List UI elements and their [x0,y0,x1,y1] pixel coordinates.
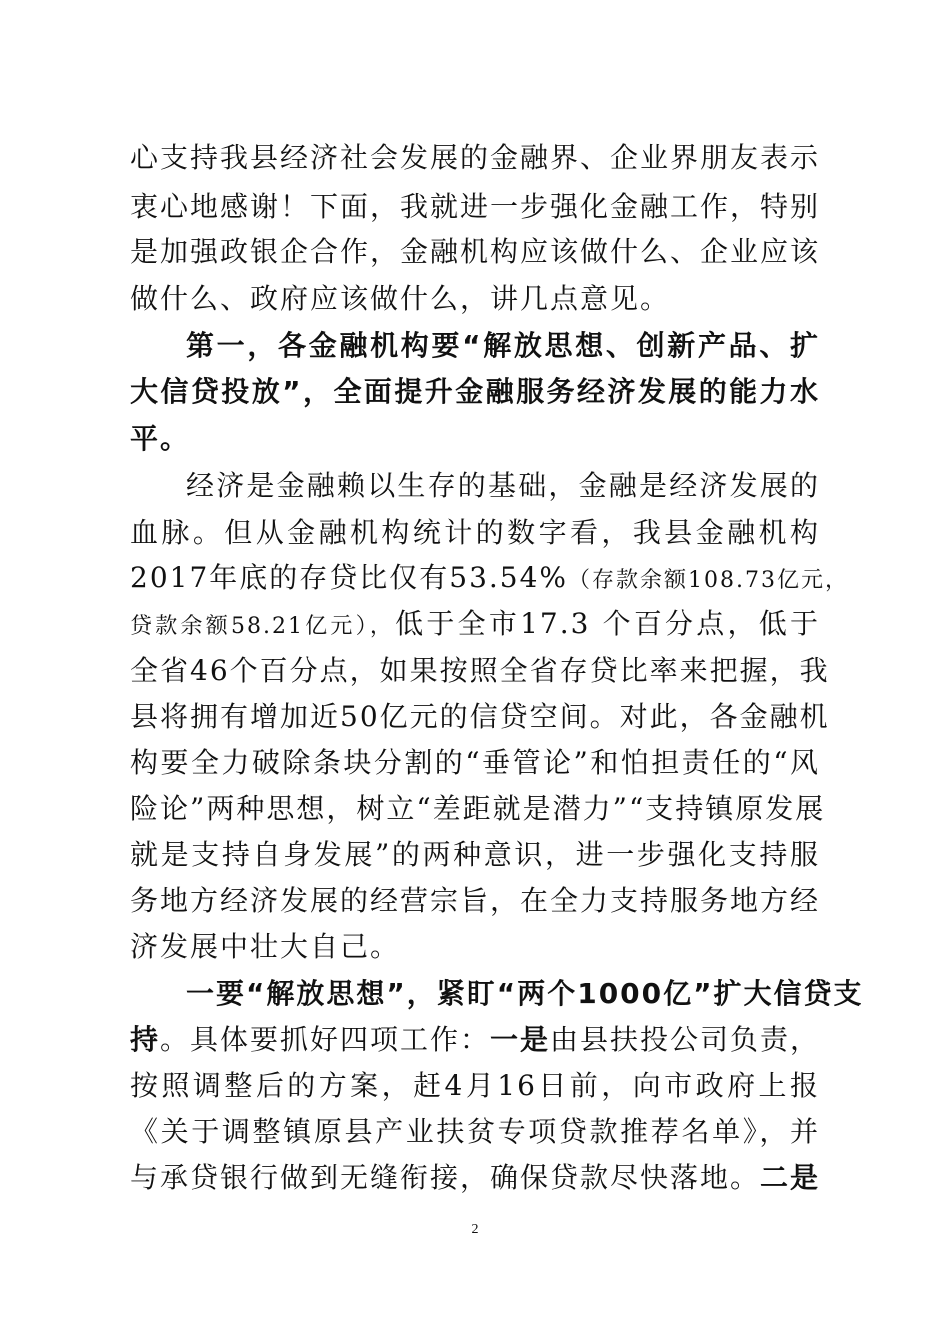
text-line: 县将拥有增加近50亿元的信贷空间。对此，各金融机 [130,700,830,733]
text-line: 做什么、政府应该做什么，讲几点意见。 [130,282,671,315]
text-line: 衷心地感谢！下面，我就进一步强化金融工作，特别 [130,190,821,223]
text-line: 血脉。但从金融机构统计的数字看，我县金融机构 [130,516,820,549]
deposit-note: （存款余额108.73亿元， [568,568,850,593]
section-heading: 大信贷投放”，全面提升金融服务经济发展的能力水 [130,375,820,408]
text-line: 是加强政银企合作，金融机构应该做什么、企业应该 [130,235,821,268]
text-line: 济发展中壮大自己。 [130,930,401,963]
text-line: 构要全力破除条块分割的“垂管论”和怕担责任的“风 [130,746,820,779]
text-line: 心支持我县经济社会发展的金融界、企业界朋友表示 [130,141,821,174]
text-line: 险论”两种思想，树立“差距就是潜力”“支持镇原发展 [130,792,826,825]
text-line: 务地方经济发展的经营宗旨，在全力支持服务地方经 [130,884,821,917]
text-line: 全省46个百分点，如果按照全省存贷比率来把握，我 [130,654,830,687]
section-heading: 平。 [130,422,191,455]
text-line: 贷款余额58.21亿元），低于全市17.3 个百分点，低于 [130,607,821,640]
text-line: 经济是金融赖以生存的基础，金融是经济发展的 [186,469,820,502]
text-line: 持。具体要抓好四项工作：一是由县扶投公司负责， [130,1023,821,1056]
text-line: 与承贷银行做到无缝衔接，确保贷款尽快落地。二是 [130,1161,821,1194]
text-line: 《关于调整镇原县产业扶贫专项贷款推荐名单》，并 [130,1115,820,1148]
page-number: 2 [471,1222,479,1237]
text-line: 就是支持自身发展”的两种意识，进一步强化支持服 [130,838,820,871]
text-line: 2017年底的存贷比仅有53.54%（存款余额108.73亿元， [130,561,850,594]
loan-note: 贷款余额58.21亿元）， [130,614,396,639]
subsection-heading: 一要“解放思想”，紧盯“两个1000亿”扩大信贷支 [186,977,864,1010]
text-line: 按照调整后的方案，赶4月16日前，向市政府上报 [130,1069,820,1102]
section-heading: 第一，各金融机构要“解放思想、创新产品、扩 [186,329,820,362]
